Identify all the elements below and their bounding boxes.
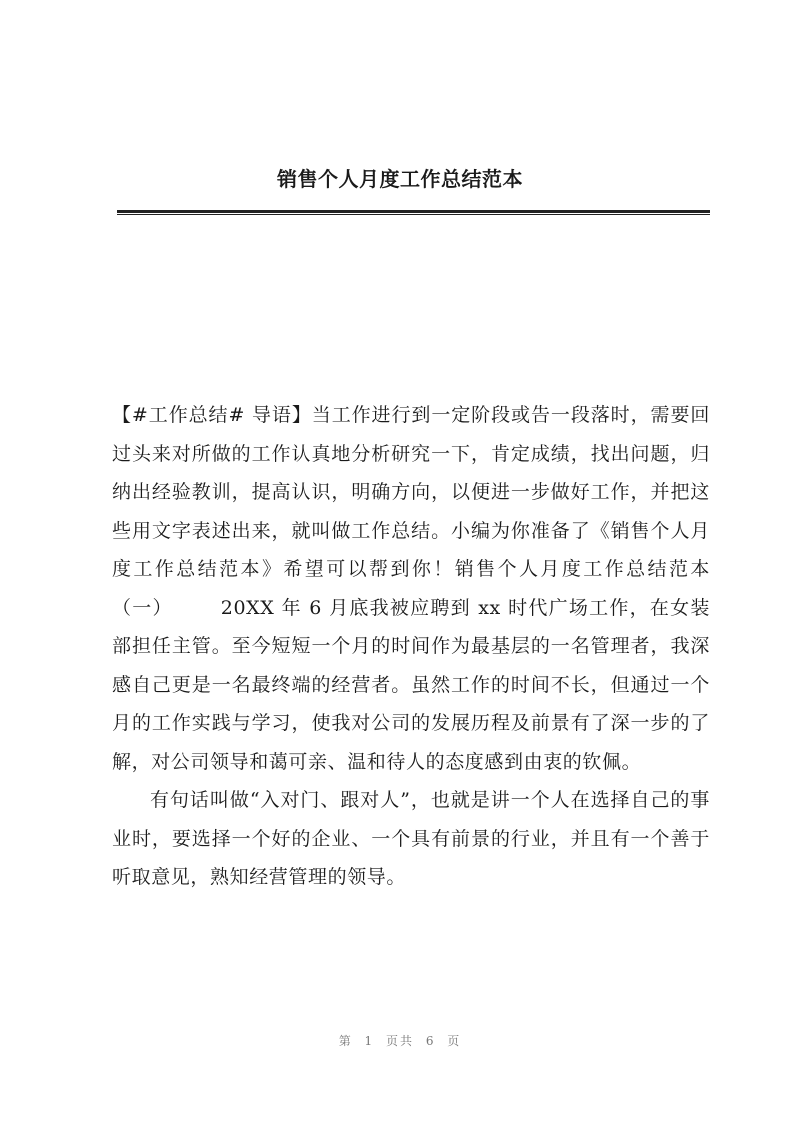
document-title: 销售个人月度工作总结范本: [277, 167, 523, 191]
title-divider: [117, 210, 710, 215]
document-body: [112, 396, 710, 897]
paragraph-second: 有句话叫做“入对门、跟对人”，也就是讲一个人在选择自己的事业时，要选择一个好的企业、一个具有前景的行业，并且有一个善于听取意见，熟知经营管理的领导。: [112, 789, 710, 888]
page-number-footer: 第 1 页共 6 页: [338, 1034, 462, 1048]
paragraph-intro-part1: 【#工作总结# 导语】当工作进行到一定阶段或告一段落时，需要回过头来对所做的工作认真地分析研究一下，肯定成绩，找出问题，归纳出经验教训，提高认识，明确方向，以便进一步做好工作，并把这些用文字表述出来，就叫做工作总结。小编为你准备了《销售个人月度工作总结范本》希望可以帮到你！销售个人月度工作总结范本（一）: [112, 404, 710, 619]
paragraph-intro: [112, 396, 710, 781]
paragraph-intro-part2: 20XX 年 6 月底我被应聘到 xx 时代广场工作，在女装部担任主管。至今短短一个月的时间作为最基层的一名管理者，我深感自己更是一名最终端的经营者。虽然工作的时间不长，但通过一个月的工作实践与学习，使我对公司的发展历程及前景有了深一步的了解，对公司领导和蔼可亲、温和待人的态度感到由衷的钦佩。: [112, 596, 710, 773]
